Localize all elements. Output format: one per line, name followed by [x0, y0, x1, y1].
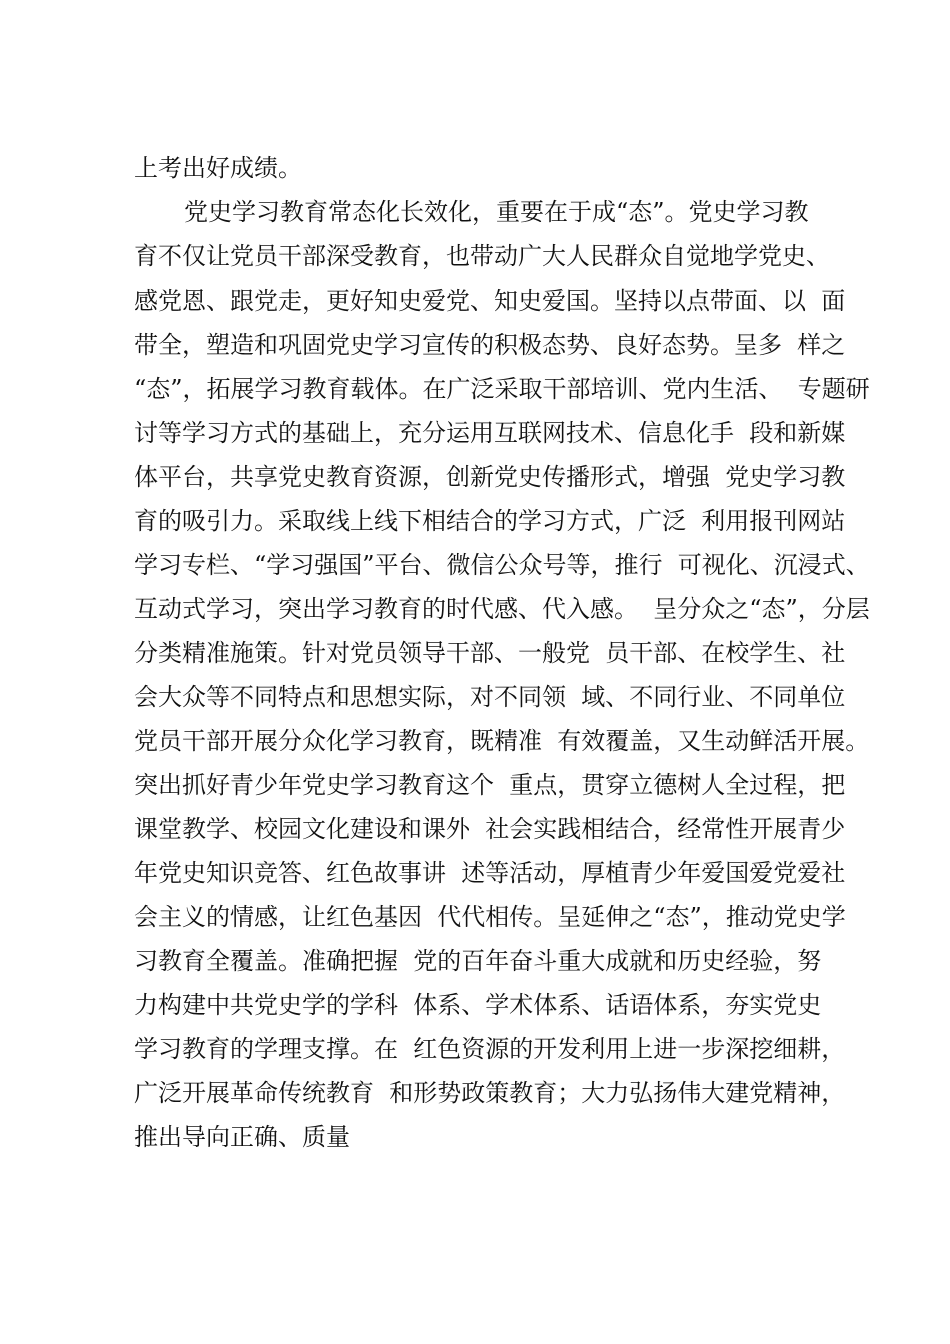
text-line: 体平台，共享党史教育资源，创新党史传播形式，增强 党史学习教: [134, 463, 846, 491]
text-line: 会主义的情感，让红色基因 代代相传。呈延伸之“态”，推动党史学: [134, 903, 846, 931]
text-line: 课堂教学、校园文化建设和课外 社会实践相结合，经常性开展青少: [134, 815, 846, 843]
text-line: 育的吸引力。采取线上线下相结合的学习方式，广泛 利用报刊网站: [134, 507, 846, 535]
text-line: 分类精准施策。针对党员领导干部、一般党 员干部、在校学生、社: [134, 639, 846, 667]
text-line: 年党史知识竞答、红色故事讲 述等活动，厚植青少年爱国爱党爱社: [134, 859, 846, 887]
text-line: 感党恩、跟党走，更好知史爱党、知史爱国。坚持以点带面、以 面: [134, 287, 846, 315]
text-line: 互动式学习，突出学习教育的时代感、代入感。 呈分众之“态”，分层: [134, 595, 870, 623]
text-line: 学习专栏、“学习强国”平台、微信公众号等，推行 可视化、沉浸式、: [134, 551, 870, 579]
text-line: 育不仅让党员干部深受教育，也带动广大人民群众自觉地学党史、: [134, 242, 830, 270]
text-line: “态”，拓展学习教育载体。在广泛采取干部培训、党内生活、 专题研: [134, 375, 870, 403]
text-line: 推出导向正确、质量: [134, 1123, 350, 1151]
text-line: 党史学习教育常态化长效化，重要在于成“态”。党史学习教: [184, 198, 809, 226]
text-line: 力构建中共党史学的学科 体系、学术体系、话语体系，夯实党史: [134, 991, 822, 1019]
text-line: 习教育全覆盖。准确把握 党的百年奋斗重大成就和历史经验，努: [134, 947, 822, 975]
text-line: 讨等学习方式的基础上，充分运用互联网技术、信息化手 段和新媒: [134, 419, 846, 447]
text-line: 会大众等不同特点和思想实际，对不同领 域、不同行业、不同单位: [134, 683, 846, 711]
text-line: 学习教育的学理支撑。在 红色资源的开发利用上进一步深挖细耕，: [134, 1035, 846, 1063]
text-line: 广泛开展革命传统教育 和形势政策教育；大力弘扬伟大建党精神，: [134, 1079, 846, 1107]
text-line: 上考出好成绩。: [134, 154, 302, 182]
text-line: 党员干部开展分众化学习教育，既精准 有效覆盖，又生动鲜活开展。: [134, 727, 870, 755]
text-line: 突出抓好青少年党史学习教育这个 重点，贯穿立德树人全过程，把: [134, 771, 846, 799]
text-line: 带全，塑造和巩固党史学习宣传的积极态势、良好态势。呈多 样之: [134, 331, 846, 359]
